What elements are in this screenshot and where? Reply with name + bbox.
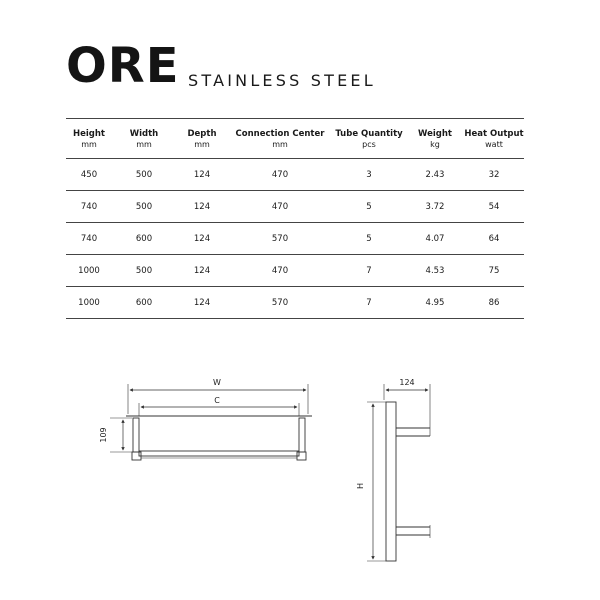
- product-subtitle: STAINLESS STEEL: [188, 71, 376, 90]
- table-cell: 740: [80, 233, 98, 244]
- depth-label: 124: [399, 378, 415, 387]
- col-header-heat-output: Heat Output watt: [464, 128, 524, 149]
- table-cell: 54: [488, 201, 500, 212]
- table-cell: 450: [80, 169, 98, 180]
- table-cell: 570: [271, 233, 289, 244]
- table-cell: 470: [271, 201, 289, 212]
- table-cell: 32: [488, 169, 500, 180]
- col-header-width: Width mm: [129, 128, 159, 149]
- side-view-drawing: [367, 384, 430, 561]
- table-cell: 64: [488, 233, 500, 244]
- side-height-label: H: [356, 482, 365, 490]
- table-cell: 124: [193, 297, 211, 308]
- width-label: W: [213, 378, 221, 387]
- table-cell: 124: [193, 233, 211, 244]
- table-cell: 740: [80, 201, 98, 212]
- table-cell: 4.53: [425, 265, 445, 276]
- table-cell: 570: [271, 297, 289, 308]
- table-cell: 7: [366, 265, 372, 276]
- col-header-weight: Weight kg: [418, 128, 452, 149]
- table-cell: 86: [488, 297, 500, 308]
- table-cell: 5: [366, 201, 372, 212]
- col-header-tube-quantity: Tube Quantity pcs: [335, 128, 403, 149]
- table-cell: 2.43: [425, 169, 445, 180]
- table-cell: 3.72: [425, 201, 445, 212]
- col-header-connection-center: Connection Center mm: [235, 128, 325, 149]
- table-cell: 5: [366, 233, 372, 244]
- front-height-label: 109: [99, 427, 108, 443]
- table-cell: 500: [135, 265, 153, 276]
- table-cell: 75: [488, 265, 500, 276]
- table-cell: 124: [193, 201, 211, 212]
- table-cell: 4.95: [425, 297, 445, 308]
- center-label: C: [214, 396, 220, 405]
- col-header-height: Height mm: [73, 128, 105, 149]
- front-view-drawing: [110, 384, 312, 460]
- table-cell: 7: [366, 297, 372, 308]
- table-cell: 1000: [78, 265, 100, 276]
- table-cell: 124: [193, 265, 211, 276]
- table-cell: 500: [135, 169, 153, 180]
- table-cell: 470: [271, 169, 289, 180]
- table-cell: 470: [271, 265, 289, 276]
- table-cell: 4.07: [425, 233, 445, 244]
- table-cell: 600: [135, 297, 153, 308]
- table-cell: 3: [366, 169, 372, 180]
- table-cell: 500: [135, 201, 153, 212]
- table-cell: 600: [135, 233, 153, 244]
- table-cell: 124: [193, 169, 211, 180]
- brand-title: ORE: [66, 38, 180, 94]
- col-header-depth: Depth mm: [187, 128, 217, 149]
- table-cell: 1000: [78, 297, 100, 308]
